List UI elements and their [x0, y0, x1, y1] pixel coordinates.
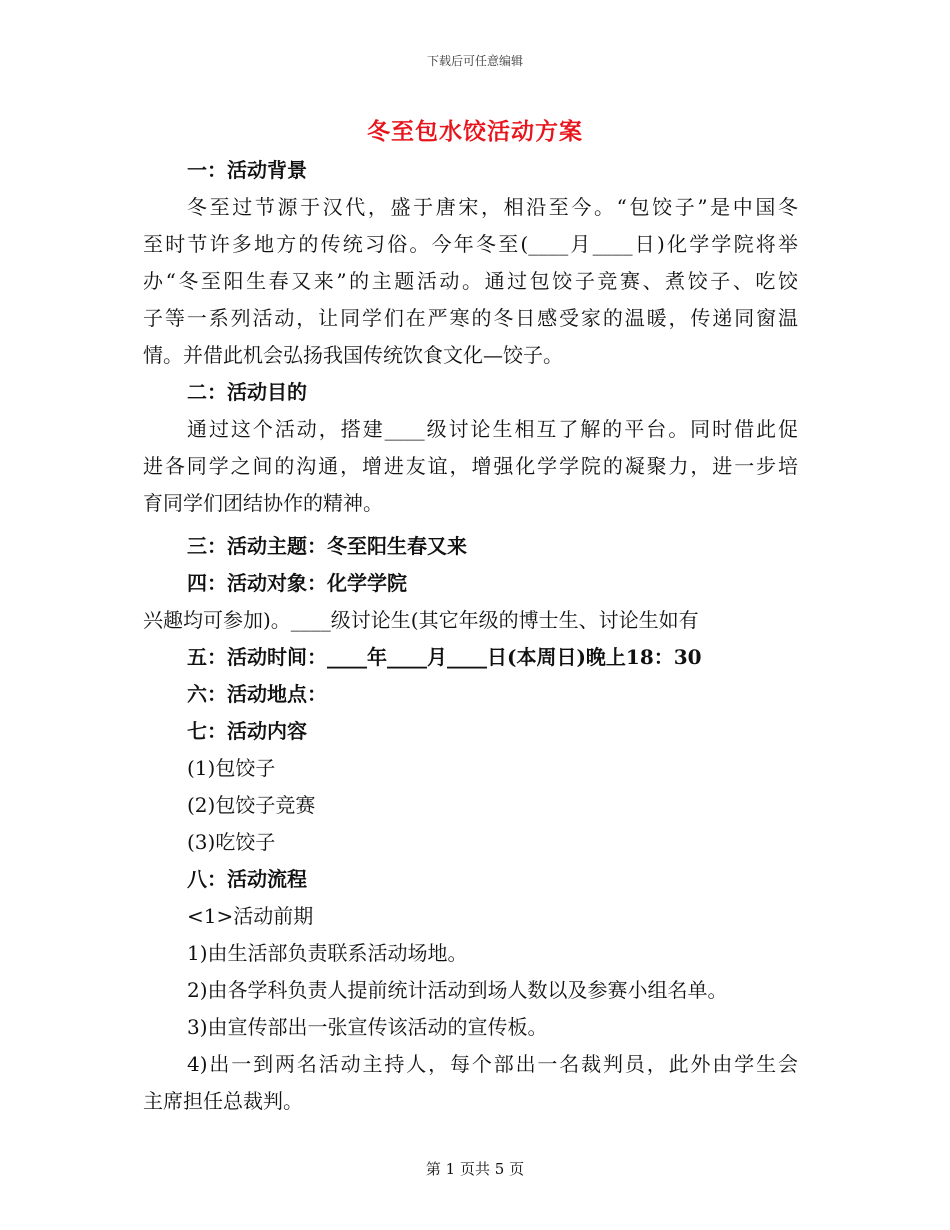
paragraph-line: 冬至过节源于汉代，盛于唐宋，相沿至今。“包饺子”是中国冬 — [187, 195, 798, 219]
paragraph-line: 通过这个活动，搭建____级讨论生相互了解的平台。同时借此促 — [187, 417, 798, 441]
document-body — [143, 152, 798, 1120]
document-title: 冬至包水饺活动方案 — [367, 118, 583, 145]
section-heading-background: 一：活动背景 — [187, 158, 307, 182]
paragraph-line: 主席担任总裁判。 — [143, 1089, 303, 1113]
subsection-heading: <1>活动前期 — [187, 904, 314, 928]
list-item: (1)包饺子 — [187, 756, 276, 780]
section-heading-audience: 四：活动对象：化学学院 — [187, 571, 407, 595]
section-heading-process: 八：活动流程 — [187, 867, 307, 891]
paragraph-line: 进各同学之间的沟通，增进友谊，增强化学学院的凝聚力，进一步培 — [143, 454, 798, 478]
page-footer: 第 1 页共 5 页 — [425, 1160, 525, 1178]
section-heading-location: 六：活动地点： — [187, 682, 327, 706]
section-heading-time: 五：活动时间：____年____月____日(本周日)晚上18：30 — [187, 645, 702, 669]
list-item: (2)包饺子竞赛 — [187, 793, 316, 817]
section-heading-theme: 三：活动主题：冬至阳生春又来 — [187, 534, 467, 558]
paragraph-line: 办“冬至阳生春又来”的主题活动。通过包饺子竞赛、煮饺子、吃饺 — [143, 269, 798, 293]
section-heading-content: 七：活动内容 — [187, 719, 307, 743]
list-item: (3)吃饺子 — [187, 830, 276, 854]
list-item: 2)由各学科负责人提前统计活动到场人数以及参赛小组名单。 — [187, 978, 728, 1002]
list-item: 1)由生活部负责联系活动场地。 — [187, 941, 468, 965]
paragraph-line: 育同学们团结协作的精神。 — [143, 491, 383, 515]
section-heading-purpose: 二：活动目的 — [187, 380, 307, 404]
paragraph-line: 情。并借此机会弘扬我国传统饮食文化—饺子。 — [143, 343, 563, 367]
paragraph-line: 4)出一到两名活动主持人，每个部出一名裁判员，此外由学生会 — [187, 1052, 798, 1076]
paragraph-line: 子等一系列活动，让同学们在严寒的冬日感受家的温暖，传递同窗温 — [143, 306, 798, 330]
page-header: 下载后可任意编辑 — [426, 54, 523, 68]
paragraph-line: 兴趣均可参加)。____级讨论生(其它年级的博士生、讨论生如有 — [143, 608, 699, 632]
paragraph-line: 至时节许多地方的传统习俗。今年冬至(____月____日)化学学院将举 — [143, 232, 798, 256]
list-item: 3)由宣传部出一张宣传该活动的宣传板。 — [187, 1015, 548, 1039]
